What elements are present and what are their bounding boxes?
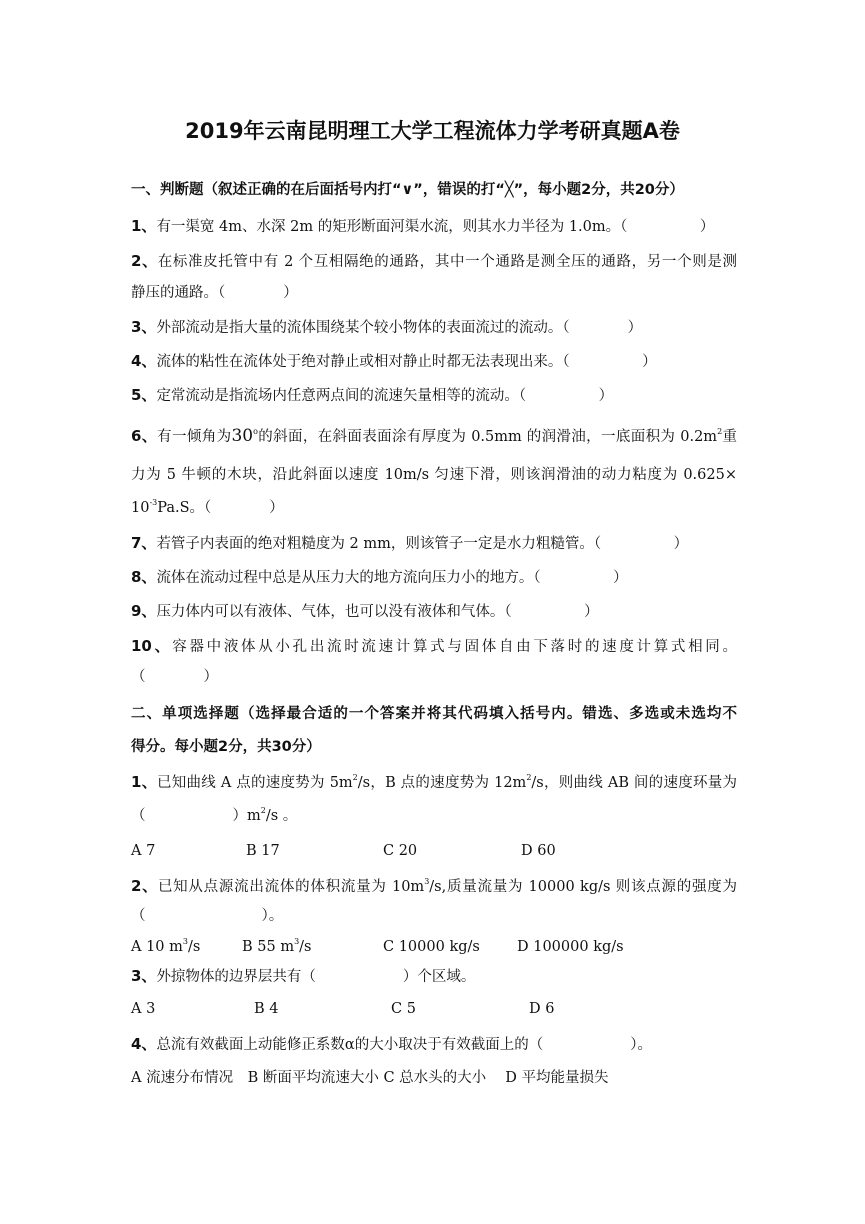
item-number: 5、 [131, 386, 157, 404]
judge-item-6-cont: 力为 5 牛顿的木块，沿此斜面以速度 10m/s 匀速下滑，则该润滑油的动力粘度为 0.625× [131, 467, 737, 483]
judge-item-4 [131, 351, 737, 372]
judge-item-2 [131, 251, 737, 272]
choice-1-option-c: C 20 [383, 843, 418, 859]
choice-item-1 [131, 772, 737, 793]
judge-item-2-cont: 静压的通路。（ ） [131, 285, 298, 301]
item-number: 4、 [131, 352, 157, 370]
item-number: 2、 [131, 877, 158, 895]
angle-value: 30 [231, 426, 254, 446]
item-text: 在标准皮托管中有 2 个互相隔绝的通路，其中一个通路是测全压的通路，另一个则是测 [157, 254, 737, 270]
item-text: 压力体内可以有液体、气体，也可以没有液体和气体。（ ） [156, 604, 599, 620]
item-text: 流体的粘性在流体处于绝对静止或相对静止时都无法表现出来。（ ） [156, 354, 657, 370]
judge-item-6-cont2 [131, 498, 737, 518]
superscript: 2 [526, 773, 532, 782]
choice-2-option-a: A 10 $m^3/s$ [131, 937, 201, 955]
item-number: 7、 [131, 534, 157, 552]
choice-4-options: A 流速分布情况 B 断面平均流速大小 C 总水头的大小 D 平均能量损失 [131, 1070, 609, 1086]
superscript: 2 [717, 427, 723, 436]
superscript: 2 [260, 806, 266, 815]
item-text: 已知从点源流出流体的体积流量为 10m [157, 879, 425, 895]
item-number: 1、 [131, 217, 157, 235]
item-text: 总流有效截面上动能修正系数α的大小取决于有效截面上的（ ）。 [156, 1037, 652, 1053]
superscript: 3 [424, 877, 430, 886]
superscript: 2 [352, 773, 358, 782]
item-text: 外掠物体的边界层共有（ ）个区域。 [156, 969, 476, 985]
judge-item-6 [131, 426, 737, 447]
choice-item-3 [131, 966, 737, 987]
judge-item-10 [131, 636, 737, 657]
judge-item-1 [131, 216, 737, 237]
item-text: 若管子内表面的绝对粗糙度为 2 mm，则该管子一定是水力粗糙管。（ ） [156, 536, 689, 552]
item-text: 容器中液体从小孔出流时流速计算式与固体自由下落时的速度计算式相同。 [172, 639, 737, 655]
choice-1-option-b: B 17 [246, 843, 280, 859]
item-text: 流体在流动过程中总是从压力大的地方流向压力小的地方。（ ） [156, 570, 628, 586]
page-title: 2019年云南昆明理工大学工程流体力学考研真题A卷 [185, 119, 680, 143]
item-text: /s，则曲线 AB 间的速度环量为 [531, 775, 738, 791]
item-number: 3、 [131, 318, 157, 336]
judge-item-10-cont: （ ） [131, 669, 218, 685]
choice-1-option-a: A 7 [131, 843, 156, 859]
item-number: 8、 [131, 568, 157, 586]
choice-1-option-d: D 60 [521, 843, 556, 859]
choice-3-option-c: C 5 [391, 1001, 416, 1017]
item-number: 6、 [131, 427, 158, 445]
item-text: 10 [131, 500, 150, 516]
item-text: /s 。 [265, 808, 298, 824]
item-number: 2、 [131, 252, 158, 270]
degree-mark: o [253, 427, 258, 436]
judge-item-5 [131, 385, 737, 406]
choice-2-option-b: B 55 $m^3/s$ [242, 937, 312, 955]
choice-2-option-c: C 10000 kg/s [383, 939, 480, 955]
section-heading-choice-cont: 得分。每小题2分，共30分） [131, 739, 321, 755]
judge-item-9 [131, 601, 737, 622]
section-heading-choice: 二、单项选择题（选择最合适的一个答案并将其代码填入括号内。错选、多选或未选均不 [131, 706, 737, 722]
item-number: 4、 [131, 1035, 157, 1053]
item-text: /s,质量流量为 10000 kg/s 则该点源的强度为 [429, 879, 737, 895]
item-text: Pa.S。（ ） [157, 500, 284, 516]
item-text: 重 [722, 429, 738, 445]
item-text: 外部流动是指大量的流体围绕某个较小物体的表面流过的流动。（ ） [156, 320, 643, 336]
section-heading-judgement: 一、判断题（叙述正确的在后面括号内打“∨”，错误的打“╳”，每小题2分，共20分） [131, 182, 684, 198]
item-number: 1、 [131, 773, 157, 791]
choice-3-option-b: B 4 [254, 1001, 279, 1017]
item-text: 有一倾角为 [157, 429, 232, 445]
choice-3-option-d: D 6 [529, 1001, 555, 1017]
choice-item-2 [131, 876, 737, 897]
choice-item-1-cont [131, 806, 737, 826]
choice-2-option-d: D 100000 kg/s [517, 939, 624, 955]
item-text: 已知曲线 A 点的速度势为 5m [156, 775, 353, 791]
choice-3-option-a: A 3 [131, 1001, 156, 1017]
item-text: （ ）m [131, 808, 261, 824]
item-number: 9、 [131, 602, 157, 620]
item-text: 的斜面，在斜面表面涂有厚度为 0.5mm 的润滑油，一底面积为 0.2m [257, 429, 718, 445]
choice-item-2-cont: （ ）。 [131, 908, 284, 924]
choice-item-4 [131, 1034, 737, 1055]
item-number: 3、 [131, 967, 157, 985]
judge-item-7 [131, 533, 737, 554]
judge-item-8 [131, 567, 737, 588]
item-text: 定常流动是指流场内任意两点间的流速矢量相等的流动。（ ） [156, 388, 614, 404]
item-number: 10、 [131, 637, 173, 655]
judge-item-3 [131, 317, 737, 338]
item-text: 有一渠宽 4m、水深 2m 的矩形断面河渠水流，则其水力半径为 1.0m。（ ） [156, 219, 715, 235]
item-text: /s，B 点的速度势为 12m [357, 775, 527, 791]
superscript: -3 [149, 498, 158, 507]
